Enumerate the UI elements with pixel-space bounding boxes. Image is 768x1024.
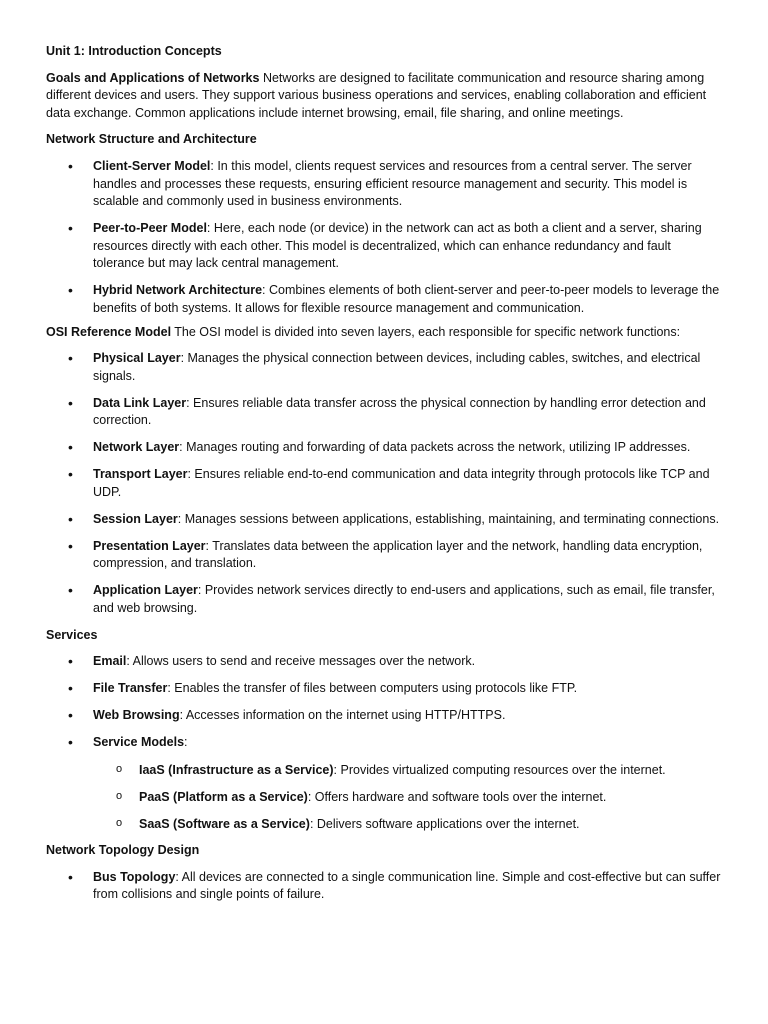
- list-item: [46, 466, 722, 501]
- list-item-term: Session Layer: [93, 511, 178, 526]
- list-item-text: : All devices are connected to a single communication line. Simple and cost-effective but can suffer from collisions and single points of failure.: [93, 869, 721, 902]
- services-heading: Services: [46, 627, 98, 642]
- list-item: [46, 582, 722, 617]
- structure-heading: Network Structure and Architecture: [46, 132, 257, 147]
- sub-list-item-term: IaaS (Infrastructure as a Service): [139, 762, 334, 777]
- sub-list-item-term: SaaS (Software as a Service): [139, 816, 310, 831]
- list-item: [46, 158, 722, 211]
- list-item: [46, 395, 722, 430]
- topology-list: [46, 869, 722, 904]
- list-item-text: :: [184, 735, 188, 750]
- list-item-term: Transport Layer: [93, 467, 188, 482]
- list-item: [46, 707, 722, 725]
- sub-list-item-text: : Delivers software applications over the internet.: [309, 816, 580, 831]
- list-item-term: Network Layer: [93, 440, 180, 455]
- sub-list-item: [46, 762, 722, 780]
- list-item-text: : Provides network services directly to end-users and applications, such as email, file transfer, and web browsing.: [93, 583, 715, 615]
- osi-text: The OSI model is divided into seven layers, each responsible for specific network functions:: [171, 324, 681, 339]
- list-item-term: Physical Layer: [93, 351, 181, 366]
- list-item-term: Service Models: [93, 735, 185, 750]
- list-item-term: Hybrid Network Architecture: [93, 283, 263, 298]
- topology-heading: Network Topology Design: [46, 843, 200, 858]
- structure-list: [46, 158, 722, 318]
- list-item-term: File Transfer: [93, 681, 168, 696]
- page-title: Unit 1: Introduction Concepts: [46, 44, 222, 58]
- goals-text: Networks are designed to facilitate communication and resource sharing among different devices and users. They support various business operations and services, enabling collaboration and efficient data exchange. Common applications include internet browsing, email, file sharing, and online meetings.: [46, 70, 707, 120]
- list-item-text: : Manages routing and forwarding of data packets across the network, utilizing IP addresses.: [179, 440, 691, 455]
- list-item: [46, 220, 722, 273]
- sub-list-item: [46, 816, 722, 834]
- list-item-text: : Ensures reliable end-to-end communication and data integrity through protocols like TCP and UDP.: [93, 467, 710, 499]
- osi-heading: OSI Reference Model: [46, 324, 172, 339]
- sub-list-item-term: PaaS (Platform as a Service): [139, 789, 308, 804]
- list-item-term: Bus Topology: [93, 869, 176, 884]
- list-item-text: : Allows users to send and receive messages over the network.: [126, 654, 476, 669]
- goals-heading: Goals and Applications of Networks: [46, 70, 260, 85]
- list-item: [46, 653, 722, 671]
- osi-list: [46, 350, 722, 617]
- list-item: [46, 538, 722, 573]
- list-item-term: Client-Server Model: [93, 158, 211, 173]
- list-item-text: : Manages sessions between applications, establishing, maintaining, and terminating connections.: [177, 511, 720, 526]
- list-item-term: Data Link Layer: [93, 395, 187, 410]
- list-item-term: Web Browsing: [93, 708, 180, 723]
- list-item: [46, 511, 722, 529]
- list-item: [46, 282, 722, 317]
- goals-paragraph: [46, 70, 722, 123]
- list-item: [46, 680, 722, 698]
- list-item: [46, 869, 722, 904]
- list-item-term: Presentation Layer: [93, 538, 206, 553]
- list-item-text: : Ensures reliable data transfer across the physical connection by handling error detection and correction.: [93, 395, 706, 428]
- list-item-term: Email: [93, 654, 127, 669]
- list-item-text: : Combines elements of both client-server and peer-to-peer models to leverage the benefits of both systems. It allows for flexible resource management and communication.: [93, 283, 720, 315]
- services-list: [46, 653, 722, 833]
- list-item: [46, 350, 722, 385]
- list-item-text: : Manages the physical connection between devices, including cables, switches, and electrical signals.: [93, 351, 701, 383]
- list-item-text: : Translates data between the application layer and the network, handling data encryption, compression, and translation.: [93, 538, 703, 571]
- list-item: [46, 734, 722, 833]
- list-item-term: Application Layer: [93, 583, 198, 598]
- list-item-text: : In this model, clients request services and resources from a central server. The server handles and processes these requests, ensuring efficient resource management and security. This model is scalable and commonly used in business environments.: [93, 158, 692, 209]
- list-item-text: : Enables the transfer of files between computers using protocols like FTP.: [167, 681, 578, 696]
- osi-paragraph: [46, 324, 722, 342]
- list-item-text: : Accesses information on the internet using HTTP/HTTPS.: [179, 708, 506, 723]
- service-models-list: [93, 762, 722, 834]
- sub-list-item-text: : Provides virtualized computing resources over the internet.: [333, 762, 666, 777]
- sub-list-item: [46, 789, 722, 807]
- sub-list-item-text: : Offers hardware and software tools over the internet.: [307, 789, 607, 804]
- list-item: [46, 439, 722, 457]
- list-item-term: Peer-to-Peer Model: [93, 221, 207, 236]
- list-item-text: : Here, each node (or device) in the network can act as both a client and a server, sharing resources directly with each other. This model is decentralized, which can enhance redundancy and fault tolerance but may lack central management.: [93, 221, 702, 271]
